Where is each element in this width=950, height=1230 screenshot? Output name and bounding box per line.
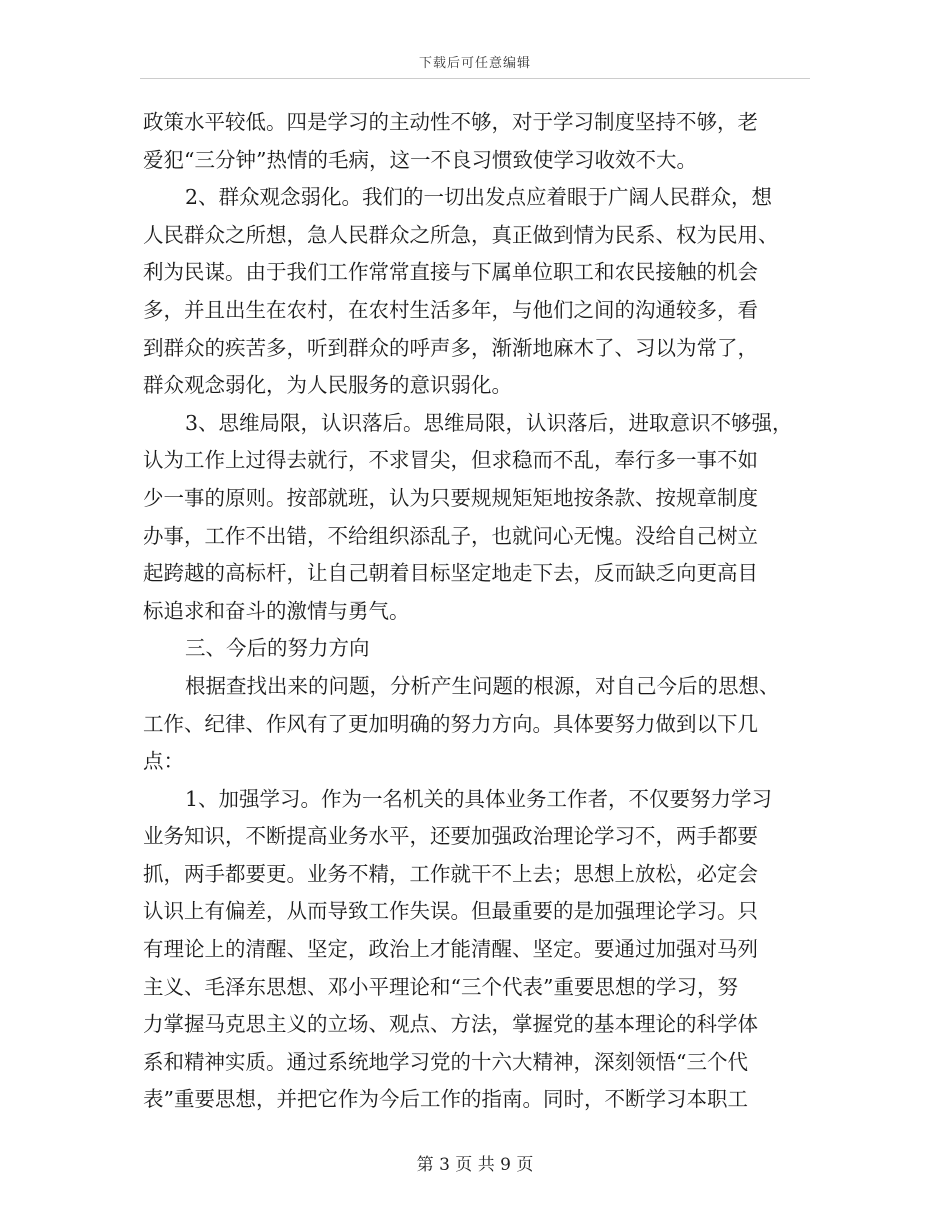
text-line: 政策水平较低。四是学习的主动性不够，对于学习制度坚持不够，老	[143, 110, 758, 134]
text-line: 业务知识，不断提高业务水平，还要加强政治理论学习不，两手都要	[143, 824, 758, 849]
text-line: 少一事的原则。按部就班，认为只要规规矩矩地按条款、按规章制度	[143, 485, 758, 510]
text-line: 主义、毛泽东思想、邓小平理论和“三个代表”重要思想的学习，努	[143, 974, 738, 999]
page-number-footer: 第 3 页 共 9 页	[416, 1155, 534, 1175]
document-body	[143, 104, 823, 1119]
header-divider	[140, 78, 810, 79]
text-line: 多，并且出生在农村，在农村生活多年，与他们之间的沟通较多，看	[143, 297, 758, 322]
text-line: 爱犯“三分钟”热情的毛病，这一不良习惯致使学习收效不大。	[143, 147, 697, 172]
text-line: 三、今后的努力方向	[185, 636, 370, 661]
text-line: 抓，两手都要更。业务不精，工作就干不上去；思想上放松，必定会	[143, 861, 758, 886]
text-line: 2、群众观念弱化。我们的一切出发点应着眼于广阔人民群众，想	[185, 185, 773, 210]
text-line: 利为民谋。由于我们工作常常直接与下属单位职工和农民接触的机会	[143, 260, 758, 285]
text-line: 认为工作上过得去就行，不求冒尖，但求稳而不乱，奉行多一事不如	[143, 448, 758, 473]
text-line: 根据查找出来的问题，分析产生问题的根源，对自己今后的思想、	[185, 673, 780, 698]
text-line: 办事，工作不出错，不给组织添乱子，也就问心无愧。没给自己树立	[143, 523, 758, 548]
text-line: 表”重要思想，并把它作为今后工作的指南。同时，不断学习本职工	[143, 1087, 748, 1112]
page-header: 下载后可任意编辑	[418, 56, 531, 71]
text-line: 起跨越的高标杆，让自己朝着目标坚定地走下去，反而缺乏向更高目	[143, 561, 758, 586]
text-line: 点：	[143, 749, 184, 774]
text-line: 到群众的疾苦多，听到群众的呼声多，渐渐地麻木了、习以为常了，	[143, 335, 758, 360]
text-line: 群众观念弱化，为人民服务的意识弱化。	[143, 373, 512, 398]
text-line: 认识上有偏差，从而导致工作失误。但最重要的是加强理论学习。只	[143, 899, 758, 924]
text-line: 工作、纪律、作风有了更加明确的努力方向。具体要努力做到以下几	[143, 711, 758, 736]
text-line: 人民群众之所想，急人民群众之所急，真正做到情为民系、权为民用、	[143, 222, 779, 247]
text-line: 标追求和奋斗的激情与勇气。	[143, 598, 410, 623]
text-line: 3、思维局限，认识落后。思维局限，认识落后，进取意识不够强，	[185, 410, 793, 435]
text-line: 1、加强学习。作为一名机关的具体业务工作者，不仅要努力学习	[185, 786, 773, 811]
text-line: 力掌握马克思主义的立场、观点、方法，掌握党的基本理论的科学体	[143, 1012, 758, 1037]
text-line: 有理论上的清醒、坚定，政治上才能清醒、坚定。要通过加强对马列	[143, 937, 758, 962]
text-line: 系和精神实质。通过系统地学习党的十六大精神，深刻领悟“三个代	[143, 1049, 748, 1074]
